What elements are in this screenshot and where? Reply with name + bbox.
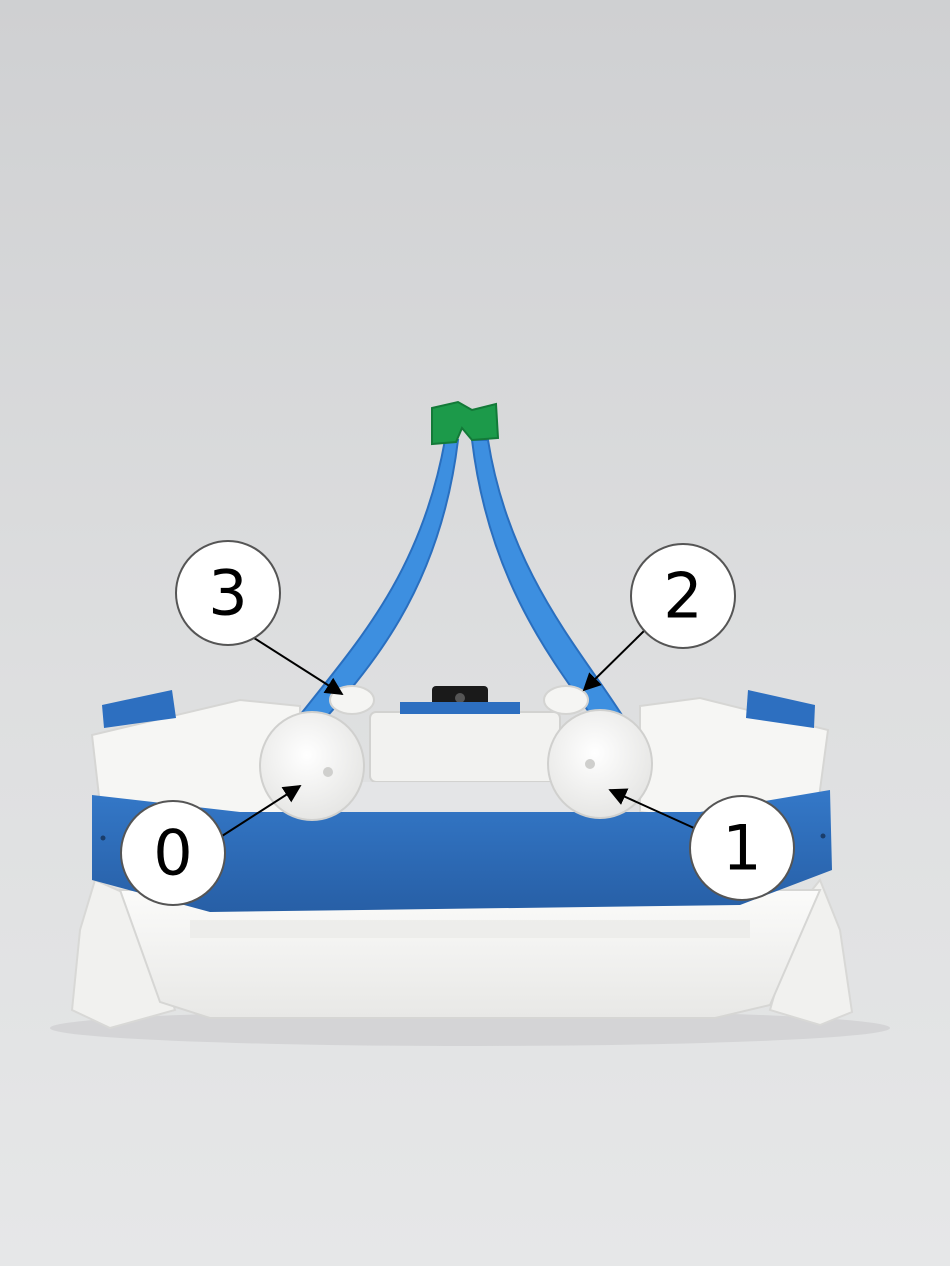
camera-lens (455, 693, 465, 703)
callout-0 (121, 801, 225, 905)
center-bridge (370, 712, 560, 782)
callout-3-label: 3 (208, 556, 248, 630)
lower-body-shadow (190, 920, 750, 938)
callout-2 (631, 544, 735, 648)
callout-1 (690, 796, 794, 900)
callout-1-label: 1 (722, 811, 762, 885)
callout-2-label: 2 (663, 559, 703, 633)
band-screw-right (821, 834, 826, 839)
pulley-back-right (544, 686, 588, 714)
wheel-left (260, 712, 364, 820)
callout-3 (176, 541, 280, 645)
camera-mount (400, 702, 520, 714)
callout-0-label: 0 (153, 816, 193, 890)
band-screw-left (101, 836, 106, 841)
